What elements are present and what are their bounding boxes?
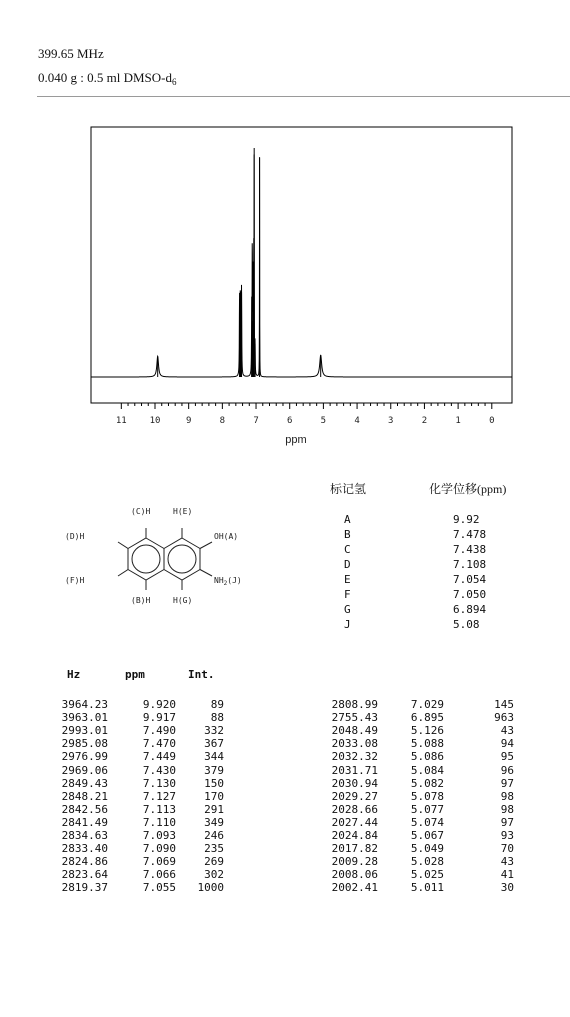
peak-hz: 2849.43 <box>61 776 108 790</box>
peak-intensity: 246 <box>204 829 224 842</box>
peak-hz: 2841.49 <box>61 815 108 829</box>
peak-hz: 2848.21 <box>61 789 108 803</box>
assignment-label: J <box>344 618 351 631</box>
peak-ppm: 9.920 <box>142 698 176 711</box>
peak-hz: 2027.44 <box>331 815 378 829</box>
peak-intensity: 332 <box>204 724 224 738</box>
peak-intensity: 302 <box>204 868 224 882</box>
peak-intensity: 30 <box>500 881 514 895</box>
peak-intensity: 349 <box>204 815 224 829</box>
peak-intensity: 93 <box>500 829 514 842</box>
peak-ppm: 5.088 <box>410 737 444 751</box>
peak-ppm: 7.055 <box>142 881 176 895</box>
peak-ppm: 7.113 <box>142 802 176 816</box>
assignment-shift: 5.08 <box>453 618 480 631</box>
x-axis-label: ppm <box>285 434 307 446</box>
x-tick-label: 7 <box>253 416 259 426</box>
peak-ppm: 7.029 <box>410 698 444 711</box>
peak-hz: 2824.86 <box>61 855 108 869</box>
plot-frame <box>91 127 512 403</box>
peak-hz: 2008.06 <box>331 868 378 882</box>
peak-hz: 2031.71 <box>331 763 378 777</box>
peak-intensity: 291 <box>204 802 224 816</box>
peak-ppm: 5.082 <box>410 776 444 790</box>
peak-ppm: 5.077 <box>410 802 444 816</box>
peak-hz: 2002.41 <box>331 881 378 895</box>
peak-hz: 2017.82 <box>331 842 378 856</box>
peak-intensity: 98 <box>500 789 514 803</box>
peak-hz: 2823.64 <box>61 868 108 882</box>
assignment-label: E <box>344 573 351 586</box>
peak-intensity: 97 <box>500 815 514 829</box>
assignment-label: F <box>344 588 351 601</box>
peak-hz: 2976.99 <box>61 750 108 764</box>
x-tick-label: 5 <box>320 416 327 426</box>
label-j-sub: 2 <box>223 580 228 587</box>
peak-intensity: 269 <box>204 855 224 869</box>
peak-hz: 2969.06 <box>61 763 108 777</box>
x-tick-label: 10 <box>149 416 161 426</box>
peak-intensity: 95 <box>500 750 514 764</box>
peak-ppm: 7.127 <box>142 789 176 803</box>
x-tick-label: 11 <box>115 416 127 426</box>
peak-ppm: 5.011 <box>410 881 444 895</box>
peak-ppm: 5.067 <box>410 829 444 842</box>
solvent-subscript: 6 <box>171 77 177 87</box>
assignment-shift: 7.478 <box>453 528 487 541</box>
x-tick-label: 6 <box>287 416 293 426</box>
peak-ppm: 7.470 <box>142 737 176 751</box>
solvent-text: 0.040 g : 0.5 ml DMSO-d <box>38 70 172 85</box>
header-ppm: ppm <box>125 668 145 681</box>
label-f: (F)H <box>65 576 85 585</box>
assignment-shift: 9.92 <box>453 513 480 526</box>
assignment-col-shift: 化学位移(ppm) <box>429 482 507 496</box>
peak-ppm: 7.066 <box>142 868 176 882</box>
assignment-label: G <box>344 603 351 616</box>
peak-intensity: 344 <box>204 750 224 764</box>
x-tick-label: 2 <box>421 416 428 426</box>
nmr-spectrum-chart <box>0 0 570 460</box>
peak-intensity: 1000 <box>197 881 224 895</box>
peak-ppm: 5.028 <box>410 855 444 869</box>
label-g: H(G) <box>173 596 193 605</box>
peak-hz: 2024.84 <box>331 829 378 842</box>
peak-intensity: 367 <box>204 737 224 751</box>
peak-hz: 2833.40 <box>61 842 108 856</box>
naphthalene-ring-left <box>128 538 164 580</box>
assignment-shift: 7.108 <box>453 558 487 571</box>
spectrum-trace <box>91 155 512 377</box>
peak-hz: 2029.27 <box>331 789 378 803</box>
spectrometer-frequency: 399.65 MHz <box>38 46 104 61</box>
peak-ppm: 7.093 <box>142 829 176 842</box>
peak-intensity: 43 <box>500 855 514 869</box>
label-j <box>214 576 242 587</box>
x-tick-label: 8 <box>219 416 226 426</box>
peak-ppm: 7.490 <box>142 724 176 738</box>
assignment-shift: 7.054 <box>453 573 487 586</box>
label-a: OH(A) <box>214 532 239 541</box>
peak-ppm: 6.895 <box>410 711 444 725</box>
x-tick-label: 0 <box>489 416 495 426</box>
peak-ppm: 7.090 <box>142 842 176 856</box>
peak-intensity: 70 <box>500 842 514 856</box>
peak-ppm: 7.430 <box>142 763 176 777</box>
assignment-shift: 6.894 <box>453 603 487 616</box>
x-tick-label: 3 <box>388 416 394 426</box>
x-tick-label: 4 <box>354 416 360 426</box>
peak-intensity: 41 <box>500 868 514 882</box>
header-hz: Hz <box>67 668 81 681</box>
peak-ppm: 5.025 <box>410 868 444 882</box>
peak-intensity: 145 <box>494 698 514 711</box>
peak-hz: 3963.01 <box>61 711 108 725</box>
peak-ppm: 5.126 <box>410 724 444 738</box>
peak-intensity: 150 <box>204 776 224 790</box>
peak-intensity: 97 <box>500 776 514 790</box>
peak-ppm: 7.449 <box>142 750 176 764</box>
peak-intensity: 88 <box>210 711 224 725</box>
peak-ppm: 9.917 <box>142 711 176 725</box>
x-tick-label: 9 <box>185 416 192 426</box>
label-c: (C)H <box>131 507 151 516</box>
molecule-structure <box>55 500 355 640</box>
assignment-label: A <box>344 513 351 526</box>
assignment-label: C <box>344 543 351 556</box>
label-j-nh: NH <box>214 576 224 585</box>
label-b: (B)H <box>131 596 151 605</box>
peak-hz: 2030.94 <box>331 776 378 790</box>
peak-ppm: 7.110 <box>142 815 176 829</box>
peak-ppm: 7.069 <box>142 855 176 869</box>
peak-intensity: 170 <box>204 789 224 803</box>
peak-intensity: 98 <box>500 802 514 816</box>
peak-hz: 2985.08 <box>61 737 108 751</box>
peak-hz: 3964.23 <box>61 698 108 711</box>
peak-intensity: 379 <box>204 763 224 777</box>
assignment-shift: 7.050 <box>453 588 487 601</box>
peak-hz: 2819.37 <box>61 881 108 895</box>
naphthalene-ring-right <box>164 538 200 580</box>
assignment-label: D <box>344 558 351 571</box>
peak-hz: 2048.49 <box>331 724 378 738</box>
assignment-col-label: 标记氢 <box>330 482 367 496</box>
peak-intensity: 94 <box>500 737 514 751</box>
x-tick-label: 1 <box>455 416 461 426</box>
peak-intensity: 235 <box>204 842 224 856</box>
assignment-shift: 7.438 <box>453 543 487 556</box>
peak-intensity: 89 <box>210 698 224 711</box>
peak-ppm: 5.049 <box>410 842 444 856</box>
peak-hz: 2834.63 <box>61 829 108 842</box>
peak-ppm: 5.086 <box>410 750 444 764</box>
peak-ppm: 7.130 <box>142 776 176 790</box>
header-int: Int. <box>188 668 215 681</box>
peak-intensity: 43 <box>500 724 514 738</box>
peak-ppm: 5.074 <box>410 815 444 829</box>
label-e: H(E) <box>173 507 193 516</box>
peak-ppm: 5.084 <box>410 763 444 777</box>
label-d: (D)H <box>65 532 85 541</box>
peak-hz: 2028.66 <box>331 802 378 816</box>
peak-intensity: 96 <box>500 763 514 777</box>
assignment-label: B <box>344 528 351 541</box>
peak-hz: 2808.99 <box>331 698 378 711</box>
peak-ppm: 5.078 <box>410 789 444 803</box>
peak-hz: 2842.56 <box>61 802 108 816</box>
label-j-suffix: (J) <box>227 576 242 585</box>
peak-hz: 2032.32 <box>331 750 378 764</box>
peak-hz: 2033.08 <box>331 737 378 751</box>
peak-hz: 2009.28 <box>331 855 378 869</box>
peak-intensity: 963 <box>494 711 514 725</box>
peak-hz: 2993.01 <box>61 724 108 738</box>
peak-hz: 2755.43 <box>331 711 378 725</box>
